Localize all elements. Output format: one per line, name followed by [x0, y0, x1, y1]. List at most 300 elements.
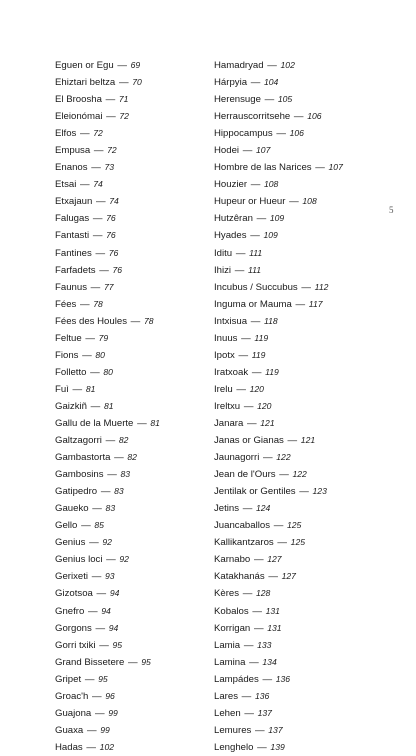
index-entry	[55, 620, 160, 637]
index-entry	[55, 313, 160, 330]
index-entry	[214, 620, 343, 637]
entry-separator: —	[287, 435, 298, 447]
index-entry	[214, 159, 343, 176]
entry-separator: —	[80, 128, 90, 140]
index-term: Lamia	[214, 639, 241, 651]
entry-separator: —	[91, 162, 101, 174]
page-reference: 102	[99, 741, 115, 752]
index-entry	[55, 551, 160, 568]
page-reference: 95	[141, 656, 151, 667]
index-entry	[55, 449, 160, 466]
index-entry	[214, 517, 343, 534]
index-entry	[214, 108, 343, 125]
entry-separator: —	[95, 622, 106, 634]
entry-separator: —	[299, 486, 309, 498]
page-reference: 95	[98, 673, 108, 684]
index-term: Farfadets	[55, 264, 96, 276]
page-reference: 134	[262, 656, 277, 667]
page-reference: 80	[95, 349, 105, 360]
index-term: Galtzagorri	[55, 435, 102, 447]
page-reference: 107	[256, 145, 271, 156]
entry-separator: —	[107, 469, 117, 481]
entry-separator: —	[267, 60, 277, 71]
index-entry	[214, 279, 343, 296]
page-reference: 81	[85, 383, 96, 394]
index-term: Hyades	[214, 230, 247, 242]
index-term: Kères	[214, 588, 240, 600]
index-entry	[214, 364, 343, 381]
entry-separator: —	[264, 94, 275, 106]
index-column-left	[55, 57, 160, 756]
index-term: Feltue	[55, 332, 82, 344]
index-term: Lares	[214, 690, 238, 702]
entry-separator: —	[99, 264, 109, 276]
entry-separator: —	[295, 298, 306, 310]
index-entry	[214, 193, 343, 210]
entry-separator: —	[106, 111, 116, 123]
entry-separator: —	[250, 179, 261, 191]
index-entry	[55, 637, 160, 654]
entry-separator: —	[293, 111, 304, 123]
entry-separator: —	[241, 332, 251, 344]
page-reference: 137	[257, 707, 272, 718]
index-entry	[214, 91, 343, 108]
index-term: Jean de l'Ours	[214, 469, 276, 481]
page-reference: 108	[264, 179, 279, 190]
page-reference: 80	[103, 366, 113, 377]
entry-separator: —	[234, 264, 245, 276]
index-entry	[214, 739, 343, 756]
index-term: Katakhanás	[214, 571, 265, 583]
index-term: Hadas	[55, 741, 83, 753]
entry-separator: —	[93, 145, 104, 157]
entry-separator: —	[80, 298, 90, 310]
index-entry	[214, 381, 343, 398]
page-reference: 76	[106, 230, 116, 241]
index-entry	[55, 74, 160, 91]
index-term: Falugas	[55, 213, 90, 225]
page-reference: 83	[114, 486, 124, 497]
index-entry	[214, 227, 343, 244]
index-term: Hodei	[214, 145, 240, 157]
page-reference: 82	[118, 435, 129, 446]
page-reference: 104	[264, 77, 279, 88]
entry-separator: —	[250, 230, 260, 242]
index-entry	[55, 603, 160, 620]
index-term: Gorri txiki	[55, 639, 96, 651]
index-entry	[214, 57, 343, 74]
page-reference: 74	[93, 179, 103, 190]
index-term: Gambastorta	[55, 452, 111, 464]
index-entry	[55, 176, 160, 193]
index-entry	[214, 671, 343, 688]
page-reference: 136	[254, 690, 270, 701]
page-reference: 73	[104, 162, 115, 173]
page-reference: 125	[286, 520, 302, 531]
index-entry	[55, 722, 160, 739]
index-term: Lehen	[214, 707, 241, 719]
index-entry	[214, 330, 343, 347]
entry-separator: —	[100, 486, 111, 498]
page-reference: 139	[270, 741, 285, 752]
index-term: Ipotx	[214, 349, 235, 361]
entry-separator: —	[117, 60, 127, 71]
entry-separator: —	[241, 690, 252, 702]
page-reference: 72	[93, 128, 103, 139]
index-column-right	[214, 57, 343, 756]
page-reference: 131	[267, 622, 282, 633]
entry-separator: —	[252, 605, 262, 617]
entry-separator: —	[263, 452, 273, 464]
entry-separator: —	[289, 196, 299, 208]
index-entry	[214, 398, 343, 415]
entry-separator: —	[256, 213, 267, 225]
page-reference: 83	[105, 503, 116, 514]
index-term: Gaueko	[55, 503, 89, 515]
index-term: Hamadryad	[214, 60, 264, 71]
entry-separator: —	[94, 707, 105, 719]
page-reference: 72	[107, 145, 117, 156]
index-term: Gello	[55, 520, 78, 532]
index-term: Hutzêran	[214, 213, 253, 225]
page-reference: 92	[119, 554, 129, 565]
index-entry	[214, 74, 343, 91]
index-entry	[55, 517, 160, 534]
index-term: Inuus	[214, 332, 238, 344]
index-term: Hippocampus	[214, 128, 273, 140]
index-term: Elfos	[55, 128, 77, 140]
index-entry	[214, 551, 343, 568]
index-term: Etsai	[55, 179, 77, 191]
page-reference: 94	[108, 622, 119, 633]
entry-separator: —	[279, 469, 289, 481]
entry-separator: —	[315, 162, 325, 174]
index-term: Houzier	[214, 179, 248, 191]
page-reference: 108	[302, 196, 317, 207]
index-entry	[214, 449, 343, 466]
index-term: Iratxoak	[214, 366, 249, 378]
entry-separator: —	[96, 588, 107, 600]
entry-separator: —	[82, 349, 92, 361]
entry-separator: —	[244, 707, 254, 719]
page-reference: 78	[93, 298, 103, 309]
page-reference: 131	[265, 605, 280, 616]
index-entry	[55, 262, 160, 279]
index-entry	[214, 603, 343, 620]
index-term: Janara	[214, 417, 244, 429]
index-entry	[55, 654, 160, 671]
page-reference: 74	[109, 196, 119, 207]
page-reference: 118	[264, 315, 278, 326]
page-reference: 122	[276, 452, 291, 463]
index-entry	[214, 176, 343, 193]
index-term: Gallu de la Muerte	[55, 417, 134, 429]
index-term: Fuì	[55, 383, 69, 395]
page-reference: 105	[277, 94, 293, 105]
page-reference: 119	[254, 332, 269, 343]
index-entry	[55, 108, 160, 125]
page-reference: 93	[105, 571, 115, 582]
page-reference: 82	[127, 452, 137, 463]
index-entry	[214, 125, 343, 142]
index-term: Intxisua	[214, 315, 248, 327]
index-entry	[55, 57, 160, 74]
entry-separator: —	[86, 741, 96, 753]
page-reference: 99	[100, 724, 110, 735]
index-term: Karnabo	[214, 554, 251, 566]
index-term: Groac'h	[55, 690, 89, 702]
entry-separator: —	[243, 639, 254, 651]
entry-separator: —	[106, 554, 116, 566]
page-reference: 136	[275, 673, 291, 684]
entry-separator: —	[277, 537, 287, 549]
page-reference: 76	[106, 213, 116, 224]
page-reference: 127	[267, 554, 282, 565]
page-reference: 102	[280, 60, 295, 70]
index-term: Jaunagorri	[214, 452, 260, 464]
index-entry	[55, 142, 160, 159]
index-term: Iditu	[214, 247, 233, 259]
entry-separator: —	[257, 741, 267, 753]
index-entry	[55, 245, 160, 262]
page-reference: 96	[105, 690, 115, 701]
index-term: Ireltxu	[214, 400, 241, 412]
page-reference: 122	[292, 469, 307, 480]
page-reference: 76	[112, 264, 123, 275]
index-term: Eguen or Egu	[55, 60, 114, 71]
entry-separator: —	[90, 400, 101, 412]
index-term: Jetins	[214, 503, 240, 515]
index-entry	[55, 193, 160, 210]
index-entry	[214, 432, 343, 449]
index-entry	[55, 91, 160, 108]
entry-separator: —	[242, 588, 253, 600]
entry-separator: —	[81, 520, 91, 532]
index-entry	[214, 688, 343, 705]
page-reference: 95	[112, 639, 123, 650]
index-term: Gaizkiñ	[55, 400, 87, 412]
index-entry	[214, 637, 343, 654]
index-term: Jentilak or Gentiles	[214, 486, 296, 498]
index-term: Ehiztari beltza	[55, 77, 116, 89]
index-term: Gambosins	[55, 469, 104, 481]
page-reference: 109	[269, 213, 285, 224]
index-term: Guajona	[55, 707, 92, 719]
entry-separator: —	[273, 520, 284, 532]
entry-separator: —	[72, 383, 83, 395]
index-entry	[55, 330, 160, 347]
entry-separator: —	[255, 724, 265, 736]
index-entry	[55, 398, 160, 415]
page-reference: 109	[263, 230, 278, 241]
index-term: Guaxa	[55, 724, 84, 736]
page-reference: 121	[300, 435, 316, 446]
entry-separator: —	[89, 537, 99, 549]
entry-separator: —	[99, 639, 109, 651]
entry-separator: —	[91, 571, 102, 583]
entry-separator: —	[243, 400, 254, 412]
page-reference: 127	[281, 571, 296, 582]
entry-separator: —	[90, 281, 101, 293]
page-reference: 137	[268, 724, 283, 735]
page-reference: 78	[143, 315, 154, 326]
index-term: Fantines	[55, 247, 92, 259]
index-term: Genius loci	[55, 554, 103, 566]
entry-separator: —	[92, 213, 103, 225]
entry-separator: —	[105, 435, 116, 447]
entry-separator: —	[249, 656, 259, 668]
page-reference: 133	[257, 639, 272, 650]
index-entry	[214, 722, 343, 739]
index-term: Genius	[55, 537, 86, 549]
index-entry	[214, 296, 343, 313]
entry-separator: —	[253, 554, 264, 566]
index-term: Gerixeti	[55, 571, 89, 583]
index-entry	[55, 671, 160, 688]
index-term: Lamina	[214, 656, 246, 668]
page-reference: 94	[101, 605, 111, 616]
page-reference: 79	[98, 332, 109, 343]
page-reference: 119	[265, 366, 279, 377]
page-reference: 99	[108, 707, 118, 718]
entry-separator: —	[118, 77, 129, 89]
entry-separator: —	[85, 332, 95, 344]
page-reference: 106	[289, 128, 304, 139]
index-entry	[55, 500, 160, 517]
index-term: Herrauscorritsehe	[214, 111, 291, 123]
entry-separator: —	[90, 366, 100, 378]
index-term: Faunus	[55, 281, 87, 293]
page-reference: 76	[108, 247, 119, 258]
page-reference: 124	[256, 503, 271, 514]
index-entry	[55, 296, 160, 313]
index-term: Kobalos	[214, 605, 249, 617]
page-reference: 72	[119, 111, 129, 122]
index-entry	[55, 739, 160, 756]
entry-separator: —	[114, 452, 124, 464]
entry-separator: —	[84, 673, 95, 685]
entry-separator: —	[128, 656, 138, 668]
index-term: Fantasti	[55, 230, 90, 242]
index-entry	[55, 688, 160, 705]
entry-separator: —	[238, 349, 249, 361]
page-reference: 120	[257, 400, 272, 411]
entry-separator: —	[91, 690, 102, 702]
index-entry	[214, 347, 343, 364]
entry-separator: —	[250, 77, 261, 89]
index-entry	[55, 125, 160, 142]
page-reference: 85	[94, 520, 104, 531]
page-reference: 83	[120, 469, 131, 480]
page-reference: 81	[150, 417, 160, 428]
entry-separator: —	[235, 247, 246, 259]
index-entry	[214, 262, 343, 279]
index-term: Fions	[55, 349, 79, 361]
entry-separator: —	[80, 179, 90, 191]
entry-separator: —	[95, 247, 106, 259]
index-term: Korrigan	[214, 622, 251, 634]
index-term: Gorgons	[55, 622, 92, 634]
index-entry	[214, 534, 343, 551]
index-entry	[214, 568, 343, 585]
entry-separator: —	[86, 724, 97, 736]
index-entry	[55, 705, 160, 722]
index-term: Hombre de las Narices	[214, 162, 312, 174]
page-reference: 70	[132, 77, 142, 88]
entry-separator: —	[88, 605, 98, 617]
index-term: Fées	[55, 298, 77, 310]
index-entry	[214, 313, 343, 330]
entry-separator: —	[96, 196, 106, 208]
entry-separator: —	[262, 673, 273, 685]
entry-separator: —	[268, 571, 278, 583]
entry-separator: —	[276, 128, 286, 140]
index-term: Juancaballos	[214, 520, 271, 532]
index-term: Empusa	[55, 145, 91, 157]
page-reference: 81	[103, 400, 114, 411]
entry-separator: —	[301, 281, 311, 293]
index-term: Inguma or Mauma	[214, 298, 292, 310]
index-entry	[55, 534, 160, 551]
entry-separator: —	[247, 417, 257, 429]
entry-separator: —	[105, 94, 116, 106]
entry-separator: —	[92, 503, 102, 515]
index-entry	[55, 415, 160, 432]
index-term: Hupeur or Hueur	[214, 196, 286, 208]
index-term: Ihizi	[214, 264, 232, 276]
index-entry	[55, 568, 160, 585]
index-entry	[55, 364, 160, 381]
entry-separator: —	[130, 315, 141, 327]
entry-separator: —	[137, 417, 147, 429]
index-term: Janas or Gianas	[214, 435, 284, 447]
index-term: Herensuge	[214, 94, 261, 106]
page-reference: 69	[130, 60, 141, 70]
index-entry	[214, 500, 343, 517]
index-entry	[55, 210, 160, 227]
index-entry	[214, 654, 343, 671]
index-term: Lenghelo	[214, 741, 254, 753]
index-entry	[214, 415, 343, 432]
page-reference: 117	[308, 298, 323, 309]
page-reference: 111	[248, 264, 262, 275]
page-reference: 128	[256, 588, 271, 599]
entry-separator: —	[242, 503, 253, 515]
index-entry	[55, 483, 160, 500]
page-reference: 121	[260, 417, 275, 428]
index-entry	[55, 432, 160, 449]
index-term: Eleionómai	[55, 111, 103, 123]
index-entry	[55, 585, 160, 602]
index-entry	[214, 585, 343, 602]
index-entry	[55, 466, 160, 483]
index-entry	[214, 245, 343, 262]
entry-separator: —	[236, 383, 246, 395]
index-entry	[55, 381, 160, 398]
page-reference: 120	[249, 383, 264, 394]
entry-separator: —	[253, 622, 264, 634]
page-reference: 77	[103, 281, 114, 292]
entry-separator: —	[92, 230, 103, 242]
index-entry	[214, 705, 343, 722]
index-entry	[214, 142, 343, 159]
index-term: Fées des Houles	[55, 315, 127, 327]
page-reference: 111	[249, 247, 263, 258]
page-reference: 107	[328, 162, 343, 173]
page-reference: 123	[312, 486, 327, 497]
index-term: Grand Bissetere	[55, 656, 125, 668]
index-term: Enanos	[55, 162, 88, 174]
